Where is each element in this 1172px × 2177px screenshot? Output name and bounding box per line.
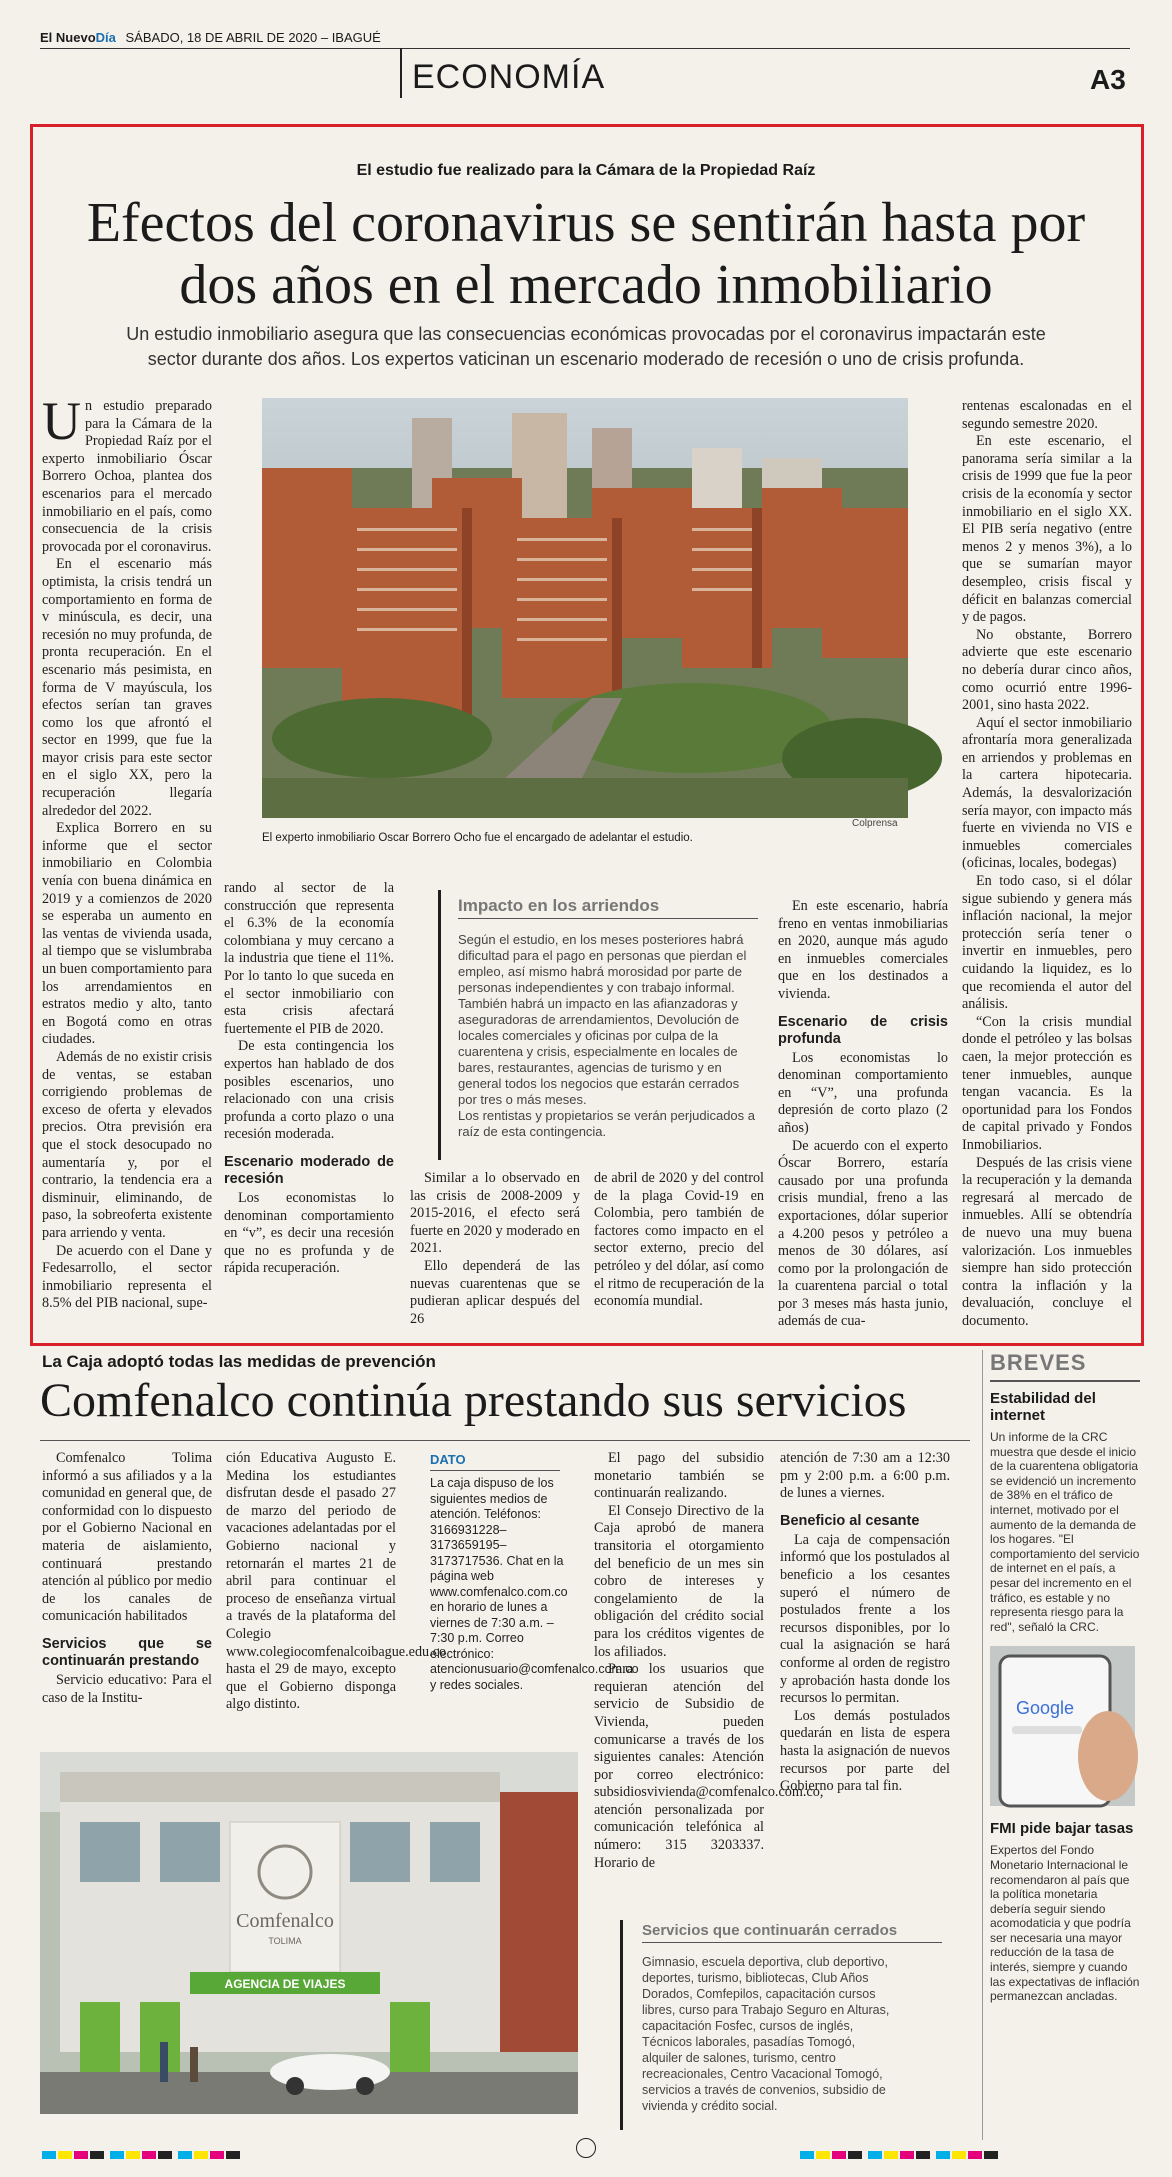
brand-dia: Día	[95, 30, 116, 45]
paragraph: Para los usuarios que requieran atención del servicio de Subsidio de Vivienda, pueden comunicarse a través de los siguientes canales: Atención por correo electrónico: subsidiosvivienda@comfenalco.com.co, atención personalizada por comunicación telefónica al número: 315 3203337. Horario de	[594, 1661, 824, 1871]
paragraph: de abril de 2020 y del control de la plaga Covid-19 en Colombia, pero también de factores como impacto en el sector externo, precio del petróleo y del dólar, así como el ritmo de recuperación de la economía mundial.	[594, 1170, 764, 1310]
comfenalco-building-photo	[40, 1752, 578, 2114]
paragraph	[42, 391, 212, 556]
subhead: Escenario de crisis profunda	[778, 1013, 948, 1047]
comfenalco-column-3	[594, 1450, 824, 1910]
dateline: SÁBADO, 18 DE ABRIL DE 2020 – IBAGUÉ	[125, 30, 381, 45]
buildings-photo	[262, 398, 908, 818]
paragraph: Los demás postulados quedarán en lista de espera hasta la asignación de nuevos recursos por parte del Gobierno para tal fin.	[780, 1707, 950, 1795]
paragraph: No obstante, Borrero advierte que este escenario no debería durar cinco años, como ocurrió entre 1996-2001, sino hasta 2022.	[962, 626, 1132, 714]
photo-credit: Colprensa	[852, 818, 898, 829]
article-headline: Efectos del coronavirus se sentirán hasta por dos años en el mercado inmobiliario	[86, 192, 1086, 316]
dato-text: La caja dispuso de los siguientes medios de atención. Teléfonos: 3166931228– 3173659195– 3173717536. Chat en la página web www.comfenalco.com.co en horario de lunes a viernes de 7:30 a.m. – 7:30 p.m. Correo electrónico: atencionusuario@comfenalco.com.co y redes sociales.	[430, 1476, 639, 1692]
box-title: Impacto en los arriendos	[458, 896, 660, 915]
paragraph: rentenas escalonadas en el segundo semestre 2020.	[962, 398, 1132, 432]
box-rule	[458, 918, 758, 919]
paragraph: Explica Borrero en su informe que el sector inmobiliario en Colombia venía con buena dinámica en 2019 y a comienzos de 2020 se esperaba un aumento en las ventas de vivienda usada, al tiempo que se vislumbraba un buen comportamiento para los arrendamientos en estratos medio y alto, tanto en Bogotá como en otras ciudades.	[42, 820, 212, 1048]
section-title: ECONOMÍA	[412, 58, 606, 96]
article-column-3	[410, 1170, 580, 1340]
article-column-6	[962, 398, 1132, 1338]
headline-rule	[40, 1440, 970, 1441]
dato-label: DATO	[430, 1452, 466, 1467]
closed-services-title: Servicios que continuarán cerrados	[642, 1922, 898, 1939]
paragraph: Servicio educativo: Para el caso de la Institu-	[42, 1671, 212, 1706]
phone-illustration	[990, 1646, 1135, 1806]
comfenalco-column-4	[780, 1450, 950, 1910]
breve-2-title: FMI pide bajar tasas	[990, 1820, 1134, 1838]
paragraph: De acuerdo con el experto Óscar Borrero, estaría causado por una profunda crisis mundial, freno a las exportaciones, dólar superior a 4.200 pesos y petróleo a menos de 30 dólares, así como por la prolongación de la cuarentena parcial o total por 3 meses más hasta junio, además de cua-	[778, 1137, 948, 1330]
section-bar	[400, 48, 402, 98]
box-paragraph: Los rentistas y propietarios se verán perjudicados a raíz de esta contingencia.	[458, 1108, 755, 1139]
paragraph: Ello dependerá de las nuevas cuarentenas que se pudieran aplicar después del 26	[410, 1257, 580, 1327]
box-body	[458, 932, 758, 1140]
paragraph: Los economistas lo denominan comportamiento en “v”, es decir una recesión que no es profunda y de rápida recuperación.	[224, 1189, 394, 1277]
drop-cap: U	[42, 391, 81, 451]
article-column-4	[594, 1170, 764, 1340]
paragraph: En este escenario, habría freno en ventas inmobiliarias en 2020, aunque más agudo en inmuebles comerciales que en los destinados a vivienda.	[778, 898, 948, 1002]
paragraph: El Consejo Directivo de la Caja aprobó de manera transitoria el otorgamiento del beneficio de un mes sin cobro de intereses y congelamiento de la obligación del crédito social para los créditos vigentes de los afiliados.	[594, 1502, 764, 1660]
paragraph: Comfenalco Tolima informó a sus afiliados y a la comunidad en general que, de conformidad con lo dispuesto por el Gobierno Nacional en materia de aislamiento, continuará prestando atención al público por medio de los canales de comunicación habilitados	[42, 1450, 212, 1625]
breves-column	[990, 1350, 1140, 2004]
paragraph: En el escenario más optimista, la crisis tendrá un comportamiento en forma de v minúscula, es decir, una recesión no muy profunda, de pronta recuperación. En el escenario más pesimista, en forma de V mayúscula, los efectos serían tan graves como los que afrontó el sector en 1999, que fue la mayor crisis para este sector en el siglo XX, pero la recuperación llegaría alrededor del 2022.	[42, 556, 212, 819]
brand-nuevo: Nuevo	[55, 30, 96, 45]
box-paragraph: Según el estudio, en los meses posteriores habrá dificultad para el pago en personas que pierdan el empleo, así mismo habrá morosidad por parte de personas independientes y con trabajo informal. También habrá un impacto en las afianzadoras y aseguradoras de arrendamientos, Devolución de locales comerciales y oficinas por culpa de la cuarentena y crisis, especialmente en locales de bares, restaurantes, agencias de turismo y en general todos los negocios que estarán cerrados por tres o más meses.	[458, 932, 747, 1107]
paragraph: La caja de compensación informó que los postulados al beneficio a los cesantes superó el número de postulados frente a los recursos disponibles, por lo cual la asignación se hará conforme al orden de registro y aprobación hasta donde los recursos lo permitan.	[780, 1531, 950, 1707]
paragraph: Además de no existir crisis de ventas, se estaban corrigiendo problemas de exceso de oferta y elevados precios. Otra previsión era que el stock desocupado no aumentaría y, por el contrario, la tendencia era a disminuir, eliminando, de paso, la sobreoferta existente para arriendo y venta.	[42, 1048, 212, 1241]
brand-el: El	[40, 30, 53, 45]
paragraph: Después de las crisis viene la recuperación y la demanda regresará al mercado de inmuebles. Allí se obtendría de nuevo una muy buena valorización. Los inmuebles siempre han sido protección contra la inflación y la devaluación, concluye el documento.	[962, 1154, 1132, 1329]
article-deck: Un estudio inmobiliario asegura que las consecuencias económicas provocadas por el coronavirus impactarán este sector durante dos años. Los expertos vaticinan un escenario moderado de recesión o uno de crisis profunda.	[126, 324, 1046, 369]
closed-rule	[642, 1942, 942, 1943]
paragraph: Similar a lo observado en las crisis de 2008-2009 y 2015-2016, el efecto será fuerte en 2020 y moderado en 2021.	[410, 1170, 580, 1257]
breves-divider	[982, 1350, 983, 2140]
sign-agency: AGENCIA DE VIAJES	[224, 1977, 346, 1991]
registration-mark	[576, 2138, 596, 2158]
building-illustration	[40, 1752, 578, 2114]
comfenalco-column-1	[42, 1450, 212, 1740]
comfenalco-column-2	[226, 1450, 447, 1740]
box-bracket	[620, 1920, 634, 2130]
closed-services-text: Gimnasio, escuela deportiva, club deportivo, deportes, turismo, bibliotecas, Club Años Dorados, Comfepilos, capacitación cursos libres, curso para Trabajo Seguro en Alturas, capacitación Fosfec, cursos de inglés, Técnicos laborales, pasadías Tomogó, alquiler de salones, turismo, centro recreacionales, Centro Vacacional Tomogó, servicios a través de convenios, subsidio de vivienda y crédito social.	[642, 1955, 890, 2113]
breve-2-text: Expertos del Fondo Monetario Internacional le recomendaron al país que la política monetaria debería seguir siendo acomodaticia y que podría ser necesaria una mayor reducción de la tasa de interés, siempre y cuando las expectativas de inflación permanezcan ancladas.	[990, 1843, 1140, 2004]
paragraph: El pago del subsidio monetario también se continuarán realizando.	[594, 1450, 764, 1502]
header-rule	[40, 48, 1130, 49]
paragraph: De esta contingencia los expertos han hablado de dos posibles escenarios, uno relacionado con una crisis profunda a corto plazo o una recesión moderada.	[224, 1038, 394, 1143]
color-registration-bar-right	[800, 2146, 1000, 2164]
breves-title: BREVES	[990, 1350, 1087, 1375]
article-column-1	[42, 391, 212, 1338]
photo-caption: El experto inmobiliario Oscar Borrero Ocho fue el encargado de adelantar el estudio.	[262, 832, 693, 844]
paragraph: De acuerdo con el Dane y Fedesarrollo, el sector inmobiliario representa el 8.5% del PIB nacional, supe-	[42, 1242, 212, 1312]
google-logo: Google	[1015, 1698, 1075, 1719]
article-column-5	[778, 898, 948, 1338]
phone-photo	[990, 1646, 1135, 1806]
color-registration-bar-left	[42, 2146, 242, 2164]
paragraph: En este escenario, el panorama sería similar a la crisis de 1999 que fue la peor crisis de la economía y sector inmobiliario en el siglo XX. El PIB sería negativo (entre menos 2 y menos 3%), a lo que se sumarían mayor desempleo, crisis fiscal y déficit en balanzas comercial y de pagos.	[962, 433, 1132, 626]
paragraph: Aquí el sector inmobiliario afrontaría mora generalizada en arriendos y problemas en la cartera hipotecaria. Además, la desvalorización sería mayor, con impacto más fuerte en vivienda no VIS e inmuebles comerciales (oficinas, locales, bodegas)	[962, 714, 1132, 872]
breves-rule	[990, 1380, 1140, 1382]
sign-brand: Comfenalco	[236, 1910, 334, 1932]
article-column-2	[224, 880, 394, 1340]
dato-rule	[430, 1470, 560, 1471]
box-bracket	[438, 890, 452, 1160]
paragraph: atención de 7:30 am a 12:30 pm y 2:00 p.m. a 6:00 p.m. de lunes a viernes.	[780, 1450, 950, 1502]
comfenalco-kicker: La Caja adoptó todas las medidas de prevención	[42, 1352, 436, 1371]
sign-sub: TOLIMA	[268, 1936, 302, 1946]
page-number: A3	[1090, 64, 1126, 95]
breve-1-title: Estabilidad del internet	[990, 1390, 1096, 1424]
paragraph: ción Educativa Augusto E. Medina los estudiantes disfrutan desde el pasado 27 de marzo del periodo de vacaciones adelantadas por el Gobierno nacional y retornarán el martes 21 de abril para continuar el proceso de enseñanza virtual a través de la plataforma del Colegio www.colegiocomfenalcoibague.edu.co hasta el 29 de mayo, excepto que el Gobierno disponga algo distinto.	[226, 1450, 447, 1713]
paragraph: “Con la crisis mundial donde el petróleo y las bolsas caen, la mejor protección es tener inmuebles, aunque tengan vacancia. Es la oportunidad para los Fondos de capital privado y Fondos Inmobiliarios.	[962, 1013, 1132, 1153]
comfenalco-headline: Comfenalco continúa prestando sus servicios	[40, 1374, 907, 1427]
breve-1-text: Un informe de la CRC muestra que desde el inicio de la cuarentena obligatoria se evidenció un incremento de 38% en el tráfico de internet, motivado por el aumento de la demanda de los hogares. "El comportamiento del servicio de internet en el país, a pesar del incremento en el tráfico, es estable y no representa riesgo para la red", señaló la CRC.	[990, 1430, 1140, 1634]
paragraph: rando al sector de la construcción que representa el 6.3% de la economía colombiana y muy cercano a la industria que tiene el 11%. Por lo tanto lo que suceda en el sector inmobiliario con esta crisis afectará fuertemente el PIB de 2020.	[224, 880, 394, 1037]
subhead: Beneficio al cesante	[780, 1512, 920, 1529]
subhead: Escenario moderado de recesión	[224, 1153, 394, 1187]
article-kicker: El estudio fue realizado para la Cámara de la Propiedad Raíz	[356, 162, 816, 179]
subhead: Servicios que se continuarán prestando	[42, 1635, 212, 1669]
paragraph: En todo caso, si el dólar sigue subiendo y genera más inflación nacional, la mejor protección sería tener o invertir en inmuebles, pero cuidando la liquidez, es lo que recomienda el autor del análisis.	[962, 873, 1132, 1013]
buildings-illustration	[262, 398, 908, 818]
paragraph-text: n estudio preparado para la Cámara de la Propiedad Raíz por el experto inmobiliario Óscar Borrero Ochoa, plantea dos escenarios para el mercado inmobiliario en el país, como consecuencia de la crisis provocada por el coronavirus.	[42, 398, 212, 555]
paragraph: Los economistas lo denominan comportamiento en “V”, una profunda depresión de corto plazo (2 años)	[778, 1049, 948, 1136]
masthead	[40, 30, 381, 45]
